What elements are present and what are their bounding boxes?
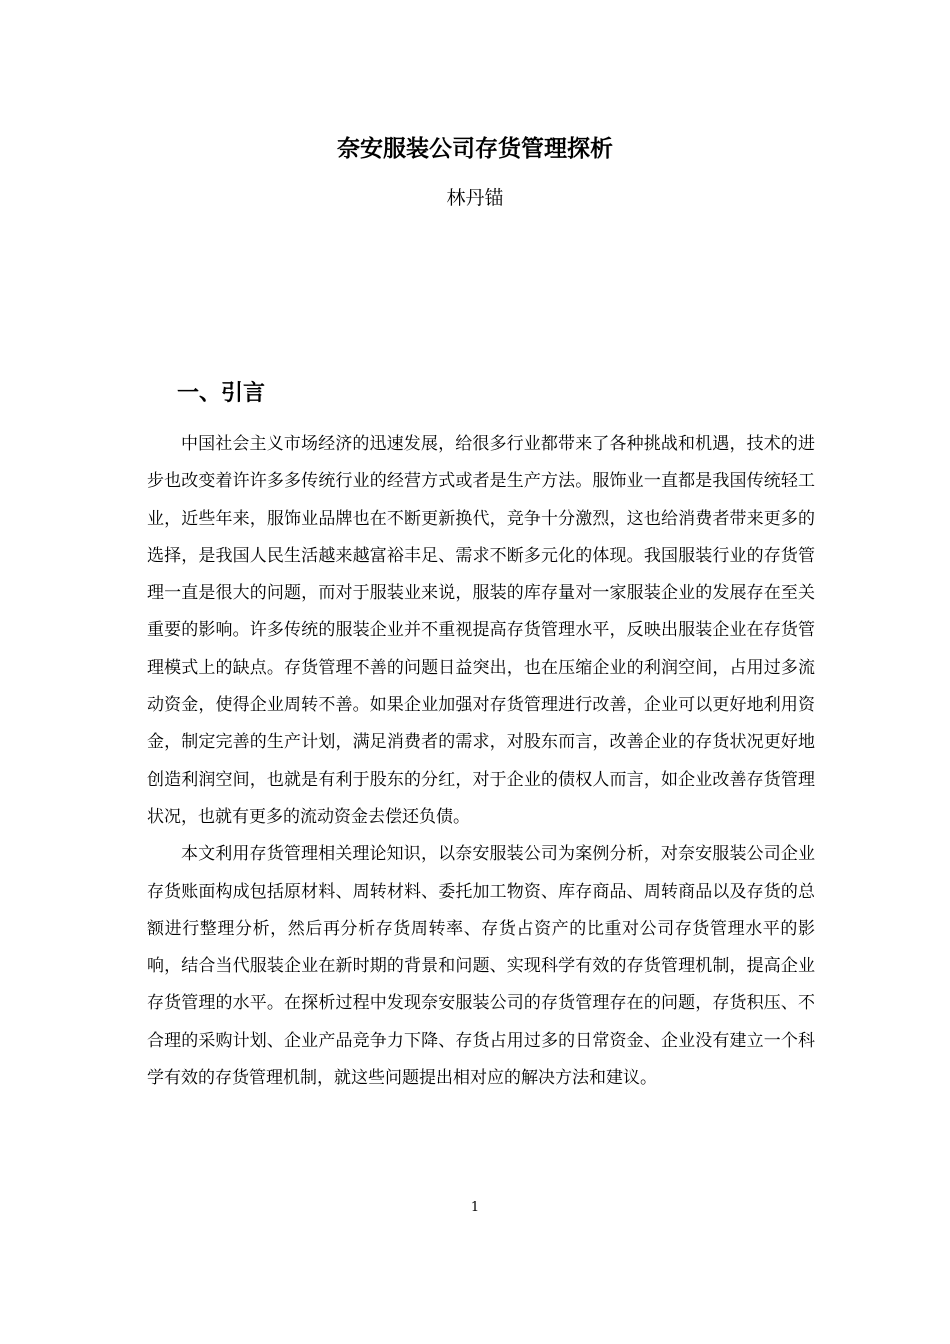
body-text: [147, 426, 815, 1097]
section-heading-introduction: 一、引言: [177, 381, 266, 406]
document-author: 林丹锚: [446, 187, 504, 209]
document-title: 奈安服装公司存货管理探析: [337, 136, 613, 162]
page-number: 1: [470, 1200, 480, 1215]
paragraph-1: 中国社会主义市场经济的迅速发展，给很多行业都带来了各种挑战和机遇，技术的进步也改变着许许多多传统行业的经营方式或者是生产方法。服饰业一直都是我国传统轻工业，近些年来，服饰业品牌也在不断更新换代，竞争十分激烈，这也给消费者带来更多的选择，是我国人民生活越来越富裕丰足、需求不断多元化的体现。我国服装行业的存货管理一直是很大的问题，而对于服装业来说，服装的库存量对一家服装企业的发展存在至关重要的影响。许多传统的服装企业并不重视提高存货管理水平，反映出服装企业在存货管理模式上的缺点。存货管理不善的问题日益突出，也在压缩企业的利润空间，占用过多流动资金，使得企业周转不善。如果企业加强对存货管理进行改善，企业可以更好地利用资金，制定完善的生产计划，满足消费者的需求，对股东而言，改善企业的存货状况更好地创造利润空间，也就是有利于股东的分红，对于企业的债权人而言，如企业改善存货管理状况，也就有更多的流动资金去偿还负债。: [147, 434, 815, 827]
paragraph-2: 本文利用存货管理相关理论知识，以奈安服装公司为案例分析，对奈安服装公司企业存货账面构成包括原材料、周转材料、委托加工物资、库存商品、周转商品以及存货的总额进行整理分析，然后再分析存货周转率、存货占资产的比重对公司存货管理水平的影响，结合当代服装企业在新时期的背景和问题、实现科学有效的存货管理机制，提高企业存货管理的水平。在探析过程中发现奈安服装公司的存货管理存在的问题，存货积压、不合理的采购计划、企业产品竞争力下降、存货占用过多的日常资金、企业没有建立一个科学有效的存货管理机制，就这些问题提出相对应的解决方法和建议。: [147, 844, 815, 1089]
